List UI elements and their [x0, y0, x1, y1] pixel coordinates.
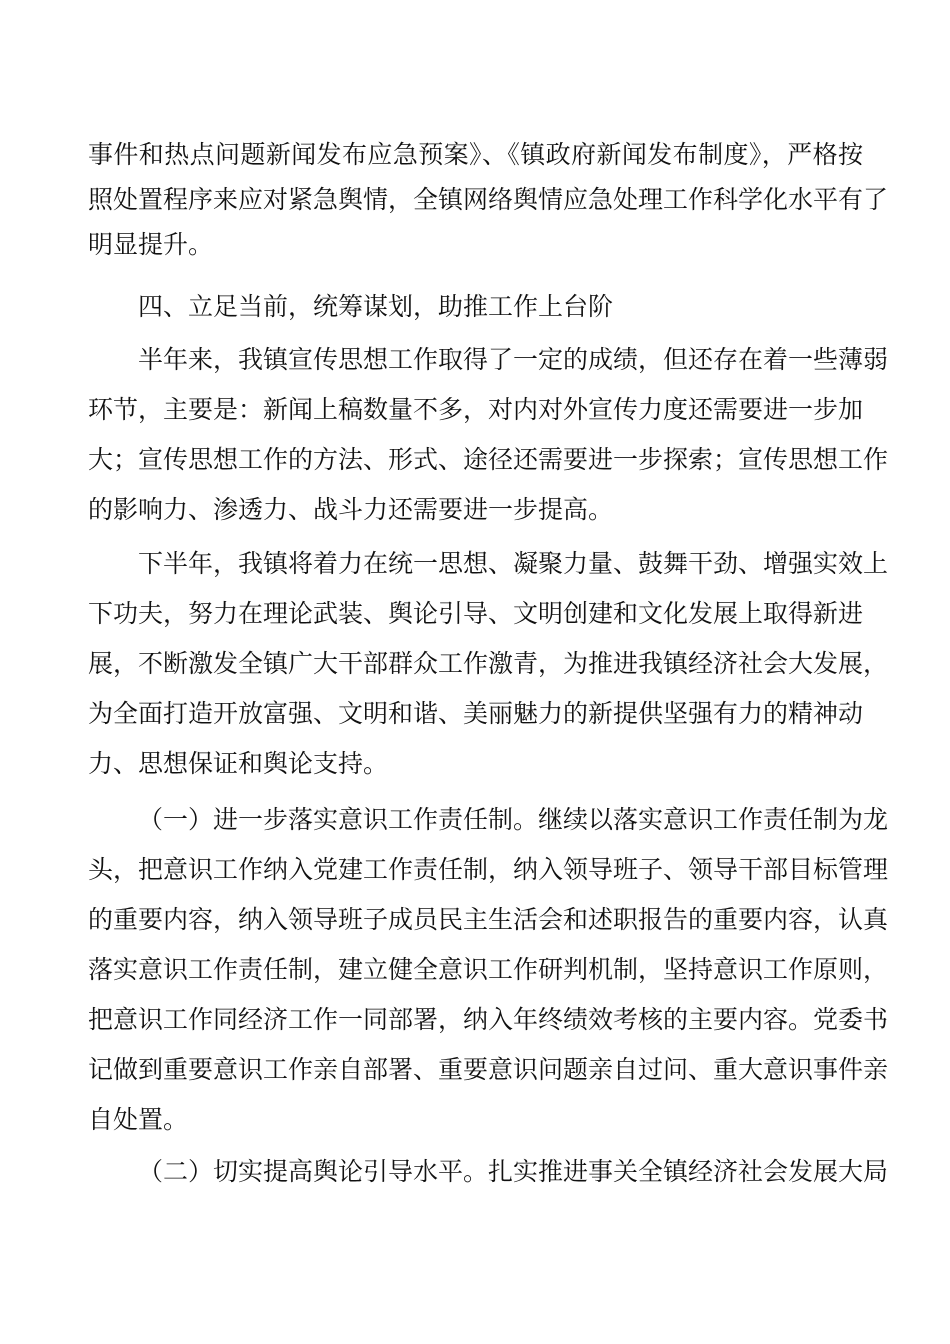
text-line: 半年来，我镇宣传思想工作取得了一定的成绩，但还存在着一些薄弱	[138, 345, 889, 374]
subsection-heading-line: （二）切实提高舆论引导水平。扎实推进事关全镇经济社会发展大局	[138, 1157, 889, 1186]
text-line: 的重要内容，纳入领导班子成员民主生活会和述职报告的重要内容，认真	[88, 905, 889, 934]
text-line: 明显提升。	[88, 230, 214, 259]
text-line: 落实意识工作责任制，建立健全意识工作研判机制，坚持意识工作原则，	[88, 955, 889, 984]
text-line: 大；宣传思想工作的方法、形式、途径还需要进一步探索；宣传思想工作	[88, 445, 889, 474]
text-line: 头，把意识工作纳入党建工作责任制，纳入领导班子、领导干部目标管理	[88, 855, 889, 884]
text-line: 下半年，我镇将着力在统一思想、凝聚力量、鼓舞干劲、增强实效上	[138, 549, 889, 578]
text-line: 把意识工作同经济工作一同部署，纳入年终绩效考核的主要内容。党委书	[88, 1005, 889, 1034]
text-line: 记做到重要意识工作亲自部署、重要意识问题亲自过问、重大意识事件亲	[88, 1055, 889, 1084]
text-line: 力、思想保证和舆论支持。	[88, 749, 389, 778]
subsection-heading-line: （一）进一步落实意识工作责任制。继续以落实意识工作责任制为龙	[138, 805, 889, 834]
text-line: 照处置程序来应对紧急舆情，全镇网络舆情应急处理工作科学化水平有了	[88, 185, 889, 214]
text-line: 的影响力、渗透力、战斗力还需要进一步提高。	[88, 495, 614, 524]
text-line: 展，不断激发全镇广大干部群众工作激青，为推进我镇经济社会大发展，	[88, 649, 889, 678]
section-heading: 四、立足当前，统筹谋划，助推工作上台阶	[138, 292, 614, 321]
text-line: 下功夫，努力在理论武装、舆论引导、文明创建和文化发展上取得新进	[88, 599, 864, 628]
text-line: 为全面打造开放富强、文明和谐、美丽魅力的新提供坚强有力的精神动	[88, 699, 864, 728]
text-line: 自处置。	[88, 1105, 189, 1134]
text-line: 事件和热点问题新闻发布应急预案》、《镇政府新闻发布制度》，严格按	[88, 140, 863, 169]
text-line: 环节，主要是：新闻上稿数量不多，对内对外宣传力度还需要进一步加	[88, 395, 864, 424]
